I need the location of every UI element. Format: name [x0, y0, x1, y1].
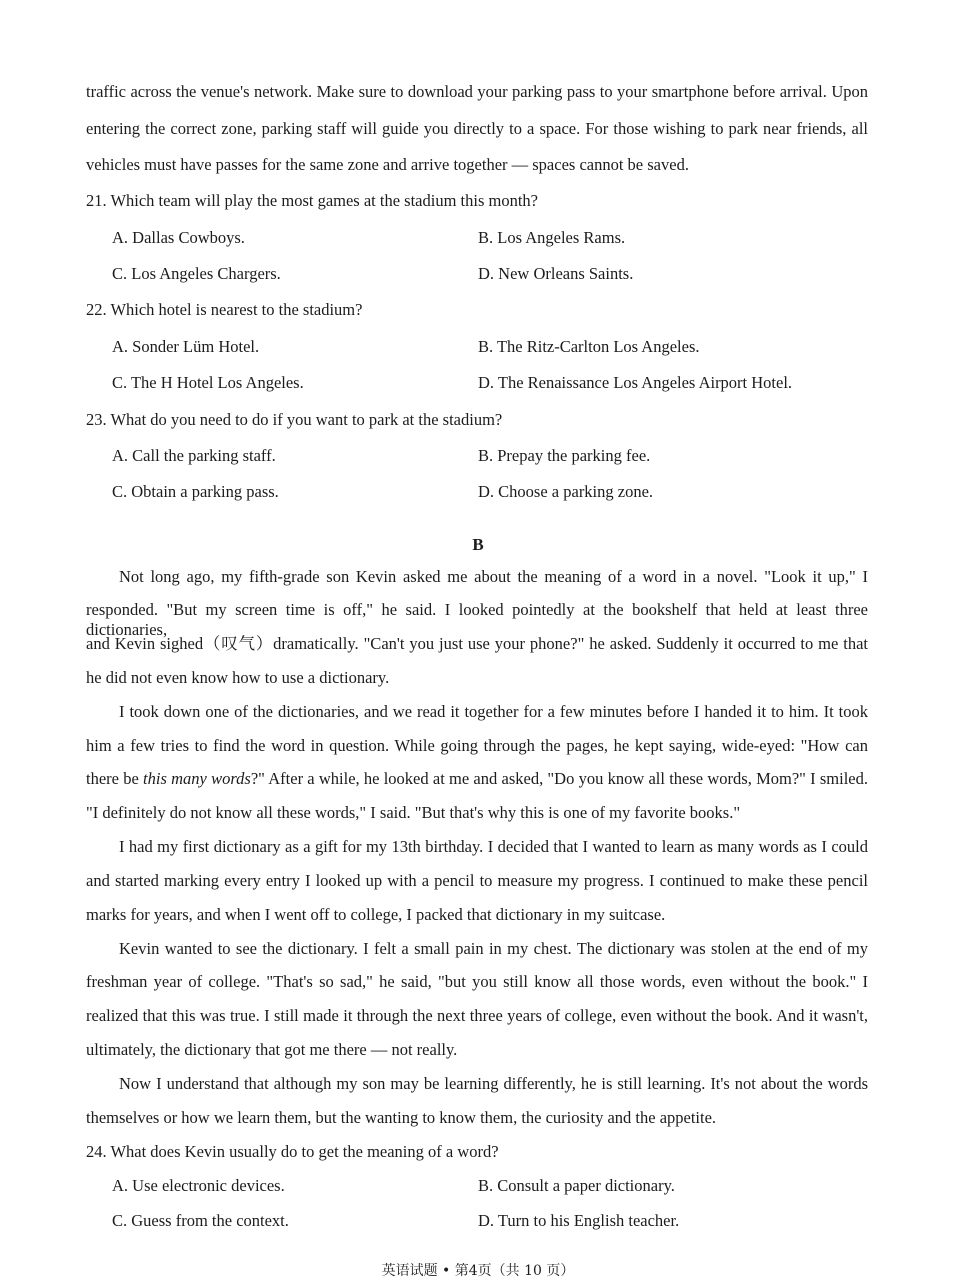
emphasized-text: this many words [143, 769, 251, 788]
question-23-option-d: D. Choose a parking zone. [478, 482, 654, 501]
passage-text: ?" After a while, he looked at me and asked, "Do you know all these words, Mom?" I smiled. [250, 769, 868, 788]
passage-line: Not long ago, my fifth-grade son Kevin asked me about the meaning of a word in a novel. "Look it up," I [119, 567, 868, 586]
question-22-stem: 22. Which hotel is nearest to the stadium? [86, 300, 363, 319]
passage-line: responded. "But my screen time is off," he said. I looked pointedly at the bookshelf that held at least three dictionaries, [86, 600, 868, 639]
passage-line: he did not even know how to use a dictionary. [86, 668, 390, 687]
section-heading: B [472, 535, 484, 554]
question-23-stem: 23. What do you need to do if you want to park at the stadium? [86, 410, 503, 429]
question-21-option-d: D. New Orleans Saints. [478, 264, 634, 283]
question-23-option-b: B. Prepay the parking fee. [478, 446, 651, 465]
passage-line: ultimately, the dictionary that got me there — not really. [86, 1040, 458, 1059]
passage-line: and started marking every entry I looked up with a pencil to measure my progress. I continued to make these pencil [86, 871, 868, 890]
passage-line: Kevin wanted to see the dictionary. I felt a small pain in my chest. The dictionary was stolen at the end of my [119, 939, 868, 958]
passage-line: "I definitely do not know all these words," I said. "But that's why this is one of my favorite books." [86, 803, 741, 822]
question-22-option-a: A. Sonder Lüm Hotel. [112, 337, 260, 356]
passage-line: marks for years, and when I went off to college, I packed that dictionary in my suitcase. [86, 905, 666, 924]
question-21-option-b: B. Los Angeles Rams. [478, 228, 626, 247]
question-23-option-c: C. Obtain a parking pass. [112, 482, 279, 501]
passage-line: and Kevin sighed（叹气）dramatically. "Can't you just use your phone?" he asked. Suddenly it occurred to me that [86, 634, 868, 653]
passage-line: him a few tries to find the word in question. While going through the pages, he kept saying, wide-eyed: "How can [86, 736, 868, 755]
passage-text: there be [86, 769, 144, 788]
passage-line: Now I understand that although my son may be learning differently, he is still learning. It's not about the words [119, 1074, 868, 1093]
passage-line: I took down one of the dictionaries, and we read it together for a few minutes before I handed it to him. It took [119, 702, 868, 721]
question-22-option-d: D. The Renaissance Los Angeles Airport Hotel. [478, 373, 793, 392]
passage-line [86, 769, 868, 789]
question-24-stem: 24. What does Kevin usually do to get the meaning of a word? [86, 1142, 499, 1161]
passage-line: themselves or how we learn them, but the wanting to know them, the curiosity and the appetite. [86, 1108, 717, 1127]
question-21-stem: 21. Which team will play the most games at the stadium this month? [86, 191, 538, 210]
question-21-option-a: A. Dallas Cowboys. [112, 228, 245, 247]
passage-line: freshman year of college. "That's so sad," he said, "but you still know all those words, even without the book." I [86, 972, 868, 991]
question-24-option-c: C. Guess from the context. [112, 1211, 289, 1230]
passage-line: entering the correct zone, parking staff will guide you directly to a space. For those wishing to park near friends, all [86, 119, 868, 138]
passage-line: realized that this was true. I still made it through the next three years of college, even without the book. And it wasn't, [86, 1006, 868, 1025]
passage-line: vehicles must have passes for the same zone and arrive together — spaces cannot be saved. [86, 155, 689, 174]
passage-line: I had my first dictionary as a gift for my 13th birthday. I decided that I wanted to learn as many words as I could [119, 837, 868, 856]
question-22-option-b: B. The Ritz-Carlton Los Angeles. [478, 337, 700, 356]
question-22-option-c: C. The H Hotel Los Angeles. [112, 373, 304, 392]
passage-line: traffic across the venue's network. Make sure to download your parking pass to your smartphone before arrival. Upon [86, 82, 868, 101]
question-24-option-b: B. Consult a paper dictionary. [478, 1176, 675, 1195]
question-24-option-d: D. Turn to his English teacher. [478, 1211, 680, 1230]
page-footer: 英语试题 • 第4页（共 10 页） [381, 1263, 575, 1279]
question-24-option-a: A. Use electronic devices. [112, 1176, 285, 1195]
question-21-option-c: C. Los Angeles Chargers. [112, 264, 281, 283]
question-23-option-a: A. Call the parking staff. [112, 446, 276, 465]
